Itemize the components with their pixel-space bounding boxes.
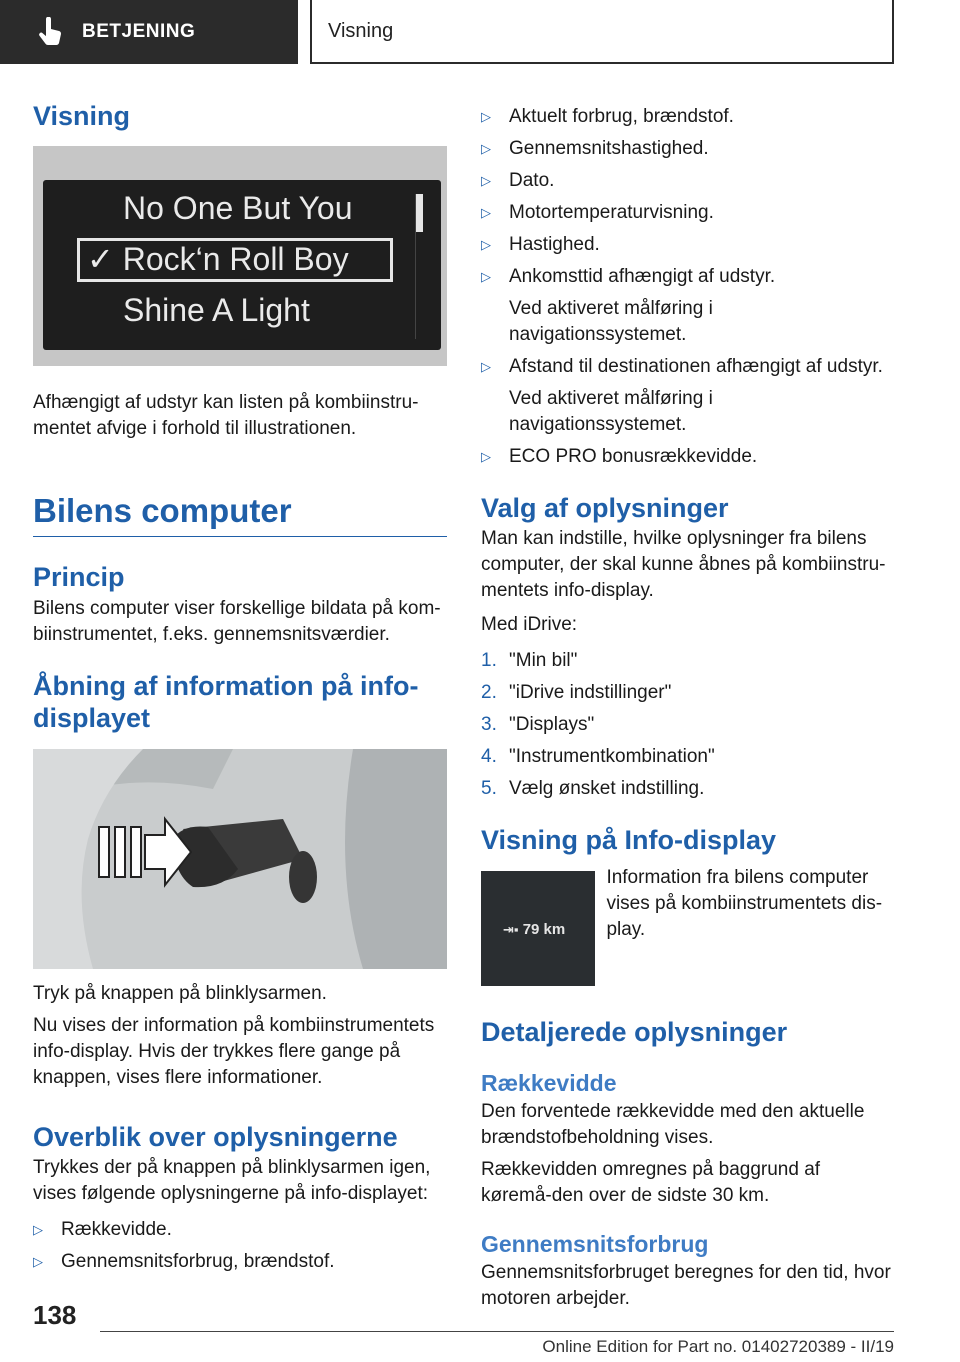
page-number: 138 xyxy=(33,1300,77,1330)
step-number: 4. xyxy=(481,746,497,768)
list-item xyxy=(481,444,895,470)
list-item-text: Motortemperaturvisning. xyxy=(509,202,714,223)
fuel-pump-icon: ⇥▪ xyxy=(503,921,519,937)
stalk-drawing xyxy=(33,749,447,969)
triangle-bullet-icon: ▷ xyxy=(33,1253,43,1269)
scroll-indicator xyxy=(416,194,423,232)
valg-text: Man kan indstille, hvilke oplysninger fra bilens computer, der skal kunne åbnes på kombiinstru-mentets info-display. xyxy=(481,528,886,602)
list-item-text: Ankomsttid afhængigt af udstyr. xyxy=(509,266,776,287)
right-column xyxy=(481,104,895,1312)
list-item-text: Rækkevidde. xyxy=(61,1218,172,1240)
list-item xyxy=(481,264,895,348)
avg-heading: Gennemsnitsforbrug xyxy=(481,1231,709,1258)
list-item-subtext: Ved aktiveret målføring i navigationssystemet. xyxy=(509,388,713,435)
info-list xyxy=(481,104,895,470)
triangle-bullet-icon: ▷ xyxy=(481,269,491,284)
step-text: "iDrive indstillinger" xyxy=(509,682,672,704)
triangle-bullet-icon: ▷ xyxy=(481,173,491,188)
aabning-heading: Åbning af information på info-displayet xyxy=(33,670,419,734)
aabning-description: Nu vises der information på kombiinstrumentets info-display. Hvis der trykkes flere gange på knappen, vises flere informationer. xyxy=(33,1014,435,1088)
step-text: Vælg ønsket indstilling. xyxy=(509,778,705,800)
step-item xyxy=(481,712,895,738)
triangle-bullet-icon: ▷ xyxy=(481,359,491,374)
step-number: 1. xyxy=(481,650,497,672)
list-item-text: Dato. xyxy=(509,170,555,191)
list-item xyxy=(33,1217,447,1243)
list-item xyxy=(481,200,895,226)
list-item xyxy=(33,1249,447,1275)
visning-heading: Visning xyxy=(33,101,131,131)
left-column xyxy=(33,100,447,1275)
avg-text: Gennemsnitsforbruget beregnes for den tid, hvor motoren arbejder. xyxy=(481,1262,891,1310)
section-label: BETJENING xyxy=(82,21,196,42)
list-item-text: ECO PRO bonusrækkevidde. xyxy=(509,446,758,467)
visning-caption: Afhængigt af udstyr kan listen på kombiinstru-mentet afvige i forhold til illustrationen. xyxy=(33,392,419,440)
step-number: 2. xyxy=(481,682,497,704)
indicator-stalk-illustration xyxy=(33,749,447,969)
valg-idrive: Med iDrive: xyxy=(481,614,578,636)
list-item xyxy=(481,136,895,162)
aabning-instruction: Tryk på knappen på blinklysarmen. xyxy=(33,982,327,1004)
song-item: Shine A Light xyxy=(123,292,310,329)
step-text: "Instrumentkombination" xyxy=(509,746,715,768)
song-item-selected: ✓ Rock‘n Roll Boy xyxy=(87,241,349,278)
song-item: No One But You xyxy=(123,190,353,227)
valg-heading: Valg af oplysninger xyxy=(481,493,729,523)
list-item xyxy=(481,354,895,438)
list-item-text: Afstand til destinationen afhængigt af udstyr. xyxy=(509,356,883,377)
step-text: "Min bil" xyxy=(509,650,578,672)
list-item-text: Aktuelt forbrug, brændstof. xyxy=(509,106,734,127)
list-item-text: Hastighed. xyxy=(509,234,600,255)
range-value: 79 km xyxy=(522,920,566,938)
list-item-subtext: Ved aktiveret målføring i navigationssystemet. xyxy=(509,298,713,345)
list-item xyxy=(481,104,895,130)
range-calc-text: Rækkevidden omregnes på baggrund af køremå-den over de sidste 30 km. xyxy=(481,1159,821,1207)
overblik-list xyxy=(33,1217,447,1275)
list-item xyxy=(481,168,895,194)
page-header-title: Visning xyxy=(328,19,394,42)
step-item xyxy=(481,648,895,674)
step-item xyxy=(481,776,895,802)
triangle-bullet-icon: ▷ xyxy=(481,141,491,156)
list-item-text: Gennemsnitshastighed. xyxy=(509,138,709,159)
idrive-steps xyxy=(481,648,895,802)
triangle-bullet-icon: ▷ xyxy=(481,205,491,220)
range-text: Den forventede rækkevidde med den aktuelle brændstofbeholdning vises. xyxy=(481,1101,865,1149)
info-display-illustration xyxy=(481,871,595,986)
chapter-title: Bilens computer xyxy=(33,492,447,537)
infodisplay-text: Information fra bilens computer vises på kombiinstrumentets dis-play. xyxy=(606,866,883,940)
infodisplay-block xyxy=(481,866,895,986)
list-item xyxy=(481,232,895,258)
list-item-text: Gennemsnitsforbrug, brændstof. xyxy=(61,1250,335,1272)
triangle-bullet-icon: ▷ xyxy=(481,237,491,252)
princip-text: Bilens computer viser forskellige bildata på kom-biinstrumentet, f.eks. gennemsnitsværdier. xyxy=(33,597,441,645)
step-number: 5. xyxy=(481,778,497,800)
triangle-bullet-icon: ▷ xyxy=(481,449,491,464)
triangle-bullet-icon: ▷ xyxy=(481,109,491,124)
hand-pointer-icon xyxy=(38,17,64,47)
step-text: "Displays" xyxy=(509,714,595,736)
princip-heading: Princip xyxy=(33,562,125,593)
footer-divider xyxy=(100,1331,894,1332)
display-screen xyxy=(43,180,441,350)
range-heading: Rækkevidde xyxy=(481,1070,617,1097)
page-header xyxy=(310,0,894,64)
step-number: 3. xyxy=(481,714,497,736)
step-item xyxy=(481,680,895,706)
range-readout xyxy=(503,921,565,938)
overblik-text: Trykkes der på knappen på blinklysarmen igen, vises følgende oplysningerne på info-displayet: xyxy=(33,1156,431,1204)
overblik-heading: Overblik over oplysningerne xyxy=(33,1121,398,1152)
section-tab xyxy=(0,0,298,64)
footer-edition: Online Edition for Part no. 01402720389 - II/19 xyxy=(542,1337,894,1356)
song-list-illustration xyxy=(33,146,447,366)
infodisplay-heading: Visning på Info-display xyxy=(481,825,777,856)
detail-heading: Detaljerede oplysninger xyxy=(481,1016,788,1047)
step-item xyxy=(481,744,895,770)
triangle-bullet-icon: ▷ xyxy=(33,1221,43,1237)
